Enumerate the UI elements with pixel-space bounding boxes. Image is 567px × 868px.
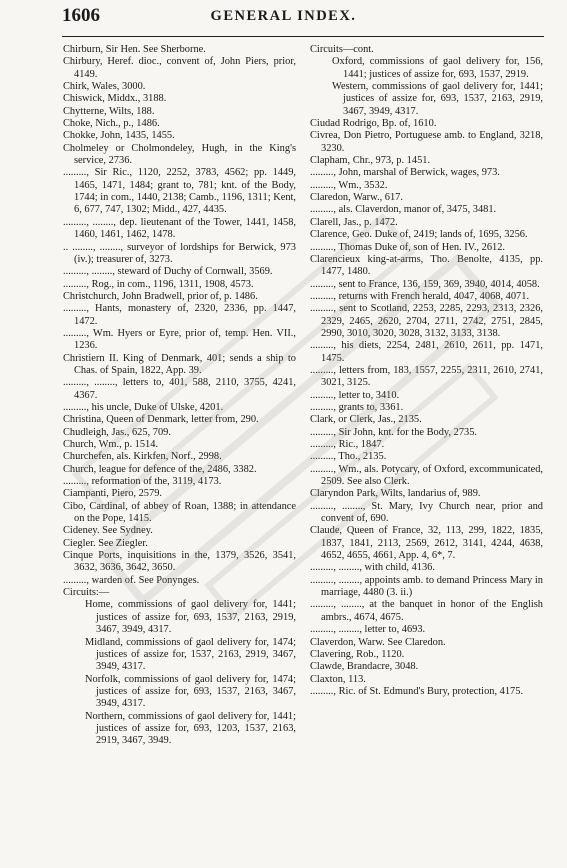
index-entry: Claverdon, Warw. See Claredon.: [310, 636, 446, 648]
index-entry: ........., John, marshal of Berwick, wages, 973.: [310, 167, 500, 179]
index-entry: ........., Sir John, knt. for the Body, 2735.: [310, 426, 478, 438]
index-entry: ........., sent to France, 136, 159, 369, 3940, 4014, 4058.: [310, 278, 540, 290]
index-entry: Cholmeley or Cholmondeley, Hugh, in the King's service, 2736.: [63, 142, 296, 167]
header-rule: [62, 36, 544, 37]
index-entry: ........., letter to, 3410.: [310, 389, 400, 401]
index-entry: ........., Ric. of St. Edmund's Bury, protection, 4175.: [310, 685, 524, 697]
index-entry: Chirk, Wales, 3000.: [63, 81, 146, 93]
left-column: [63, 44, 296, 748]
index-entry: Christiern II. King of Denmark, 401; sends a ship to Chas. of Spain, 1822, App. 39.: [63, 352, 296, 376]
index-entry: Claude, Queen of France, 32, 113, 299, 1822, 1835, 1837, 1841, 2113, 2569, 2612, 3141, 4244, 4638, 4652, 4655, 4661, App. 4, 6*, 7.: [310, 525, 543, 562]
index-entry: Chudleigh, Jas., 625, 709.: [63, 426, 171, 438]
index-entry: Christina, Queen of Denmark, letter from, 290.: [63, 414, 259, 426]
index-entry: Clarell, Jas., p. 1472.: [310, 216, 398, 228]
index-entry: Claredon, Warw., 617.: [310, 192, 403, 204]
index-entry: Clark, or Clerk, Jas., 2135.: [310, 414, 422, 426]
index-entry: ........., Hants, monastery of, 2320, 2336, pp. 1447, 1472.: [63, 303, 296, 327]
index-entry: Circuits:—: [63, 587, 110, 599]
index-entry: ........., ........, appoints amb. to demand Princess Mary in marriage, 4480 (3. ii.): [310, 574, 543, 599]
index-entry: ........., Wm., 3532.: [310, 179, 388, 191]
index-entry: ........., Wm. Hyers or Eyre, prior of, temp. Hen. VII., 1236.: [63, 327, 296, 352]
index-entry: ........., Tho., 2135.: [310, 451, 387, 463]
index-entry: Home, commissions of gaol delivery for, 1441; justices of assize for, 693, 1537, 2163, 2919, 3467, 3949, 4317.: [85, 599, 296, 636]
index-entry: Chirbury, Heref. dioc., convent of, John Piers, prior, 4149.: [63, 56, 296, 80]
index-entry: .. ........, ........, surveyor of lordships for Berwick, 973 (iv.); treasurer of, 3273.: [63, 241, 296, 265]
index-entry: ........., Thomas Duke of, son of Hen. IV., 2612.: [310, 241, 506, 253]
index-entry: Chiswick, Middx., 3188.: [63, 93, 167, 105]
index-entry: Chokke, John, 1435, 1455.: [63, 130, 175, 142]
index-entry: Cibo, Cardinal, of abbey of Roan, 1388; in attendance on the Pope, 1415.: [63, 500, 296, 525]
right-column: [310, 44, 543, 698]
index-entry: Circuits—cont.: [310, 44, 374, 55]
page-title: GENERAL INDEX.: [210, 8, 357, 24]
index-entry: ........., his diets, 2254, 2481, 2610, 2611, pp. 1471, 1475.: [310, 340, 543, 364]
index-entry: Clavering, Rob., 1120.: [310, 648, 405, 660]
index-entry: ........., Sir Ric., 1120, 2252, 3783, 4562; pp. 1449, 1465, 1471, 1484; grant to, 781; knt. of the Body, 1744; in com., 1440, 2138; Camb., 1196, 1311; Kent, 6, 677, 747, 1302; Midd., 427, 4435.: [63, 167, 296, 216]
index-entry: ........., grants to, 3361.: [310, 401, 404, 413]
index-entry: Cideney. See Sydney.: [63, 525, 153, 537]
index-entry: ........., ........, letter to, 4693.: [310, 624, 426, 636]
index-entry: ........., ........, with child, 4136.: [310, 562, 435, 574]
index-entry: ........., returns with French herald, 4047, 4068, 4071.: [310, 290, 530, 302]
index-entry: Western, commissions of gaol delivery for, 1441; justices of assize for, 693, 1537, 2163, 2919, 3467, 3949, 4317.: [332, 81, 543, 117]
index-entry: Clawde, Brandacre, 3048.: [310, 661, 419, 673]
index-entry: ........., als. Claverdon, manor of, 3475, 3481.: [310, 204, 497, 216]
index-entry: ........., ........, steward of Duchy of Cornwall, 3569.: [63, 266, 273, 278]
index-entry: Civrea, Don Pietro, Portuguese amb. to England, 3218, 3230.: [310, 130, 543, 154]
index-entry: Clarencieux king-at-arms, Tho. Benolte, 4135, pp. 1477, 1480.: [310, 253, 543, 278]
index-entry: Church, Wm., p. 1514.: [63, 439, 159, 450]
index-entry: ........., ........, letters to, 401, 588, 2110, 3755, 4241, 4367.: [63, 377, 296, 401]
index-entry: ........., letters from, 183, 1557, 2255, 2311, 2610, 2741, 3021, 3125.: [310, 364, 543, 389]
page-number: 1606: [62, 5, 100, 26]
index-entry: Midland, commissions of gaol delivery for, 1474; justices of assize for, 1537, 2163, 2919, 3467, 3949, 4317.: [85, 636, 296, 673]
index-entry: Oxford, commissions of gaol delivery for, 156, 1441; justices of assize for, 693, 1537, 2919.: [332, 56, 543, 80]
page-header: [0, 0, 567, 36]
index-entry: Choke, Nich., p., 1486.: [63, 118, 160, 130]
index-entry: Ciudad Rodrigo, Bp. of, 1610.: [310, 118, 437, 130]
index-entry: ........., Rog., in com., 1196, 1311, 1908, 4573.: [63, 278, 254, 290]
index-entry: Claryndon Park, Wilts, landarius of, 989.: [310, 488, 481, 500]
index-entry: Churchefen, als. Kirkfen, Norf., 2998.: [63, 451, 222, 463]
index-entry: Church, league for defence of the, 2486, 3382.: [63, 463, 257, 475]
index-entry: Northern, commissions of gaol delivery for, 1441; justices of assize for, 693, 1203, 1537, 2163, 2919, 3467, 3949.: [85, 710, 296, 747]
index-entry: ........., reformation of the, 3119, 4173.: [63, 476, 222, 488]
index-entry: ........., sent to Scotland, 2253, 2285, 2293, 2313, 2326, 2329, 2465, 2620, 2704, 2711, 2742, 2751, 2845, 2990, 3010, 3020, 3028, 3132, 3133, 3138.: [310, 303, 543, 339]
index-entry: Chytterne, Wilts, 188.: [63, 105, 155, 117]
index-entry: Clarence, Geo. Duke of, 2419; lands of, 1695, 3256.: [310, 229, 528, 241]
index-entry: Ciegler. See Ziegler.: [63, 537, 148, 549]
index-entry: ........., ........, St. Mary, Ivy Church near, prior and convent of, 690.: [310, 500, 543, 525]
index-entry: Christchurch, John Bradwell, prior of, p. 1486.: [63, 290, 258, 302]
index-entry: ........., warden of. See Ponynges.: [63, 574, 200, 586]
index-entry: Ciampanti, Piero, 2579.: [63, 488, 162, 500]
index-entry: Cinque Ports, inquisitions in the, 1379, 3526, 3541, 3632, 3636, 3642, 3650.: [63, 550, 296, 574]
index-entry: Chirburn, Sir Hen. See Sherborne.: [63, 44, 206, 55]
index-entry: Clapham, Chr., 973, p. 1451.: [310, 155, 431, 167]
index-entry: Claxton, 113.: [310, 673, 366, 685]
index-entry: Norfolk, commissions of gaol delivery for, 1474; justices of assize for, 693, 1537, 2163, 3467, 3949, 4317.: [85, 673, 296, 710]
index-entry: ........., Wm., als. Potycary, of Oxford, excommunicated, 2509. See also Clerk.: [310, 463, 543, 488]
index-entry: ........., ........, at the banquet in honor of the English ambrs., 4674, 4675.: [310, 599, 543, 623]
index-entry: ........., his uncle, Duke of Ulske, 4201.: [63, 401, 224, 413]
index-entry: ........., Ric., 1847.: [310, 439, 385, 450]
index-entry: ........., ........, dep. lieutenant of the Tower, 1441, 1458, 1460, 1461, 1462, 1478.: [63, 216, 296, 241]
